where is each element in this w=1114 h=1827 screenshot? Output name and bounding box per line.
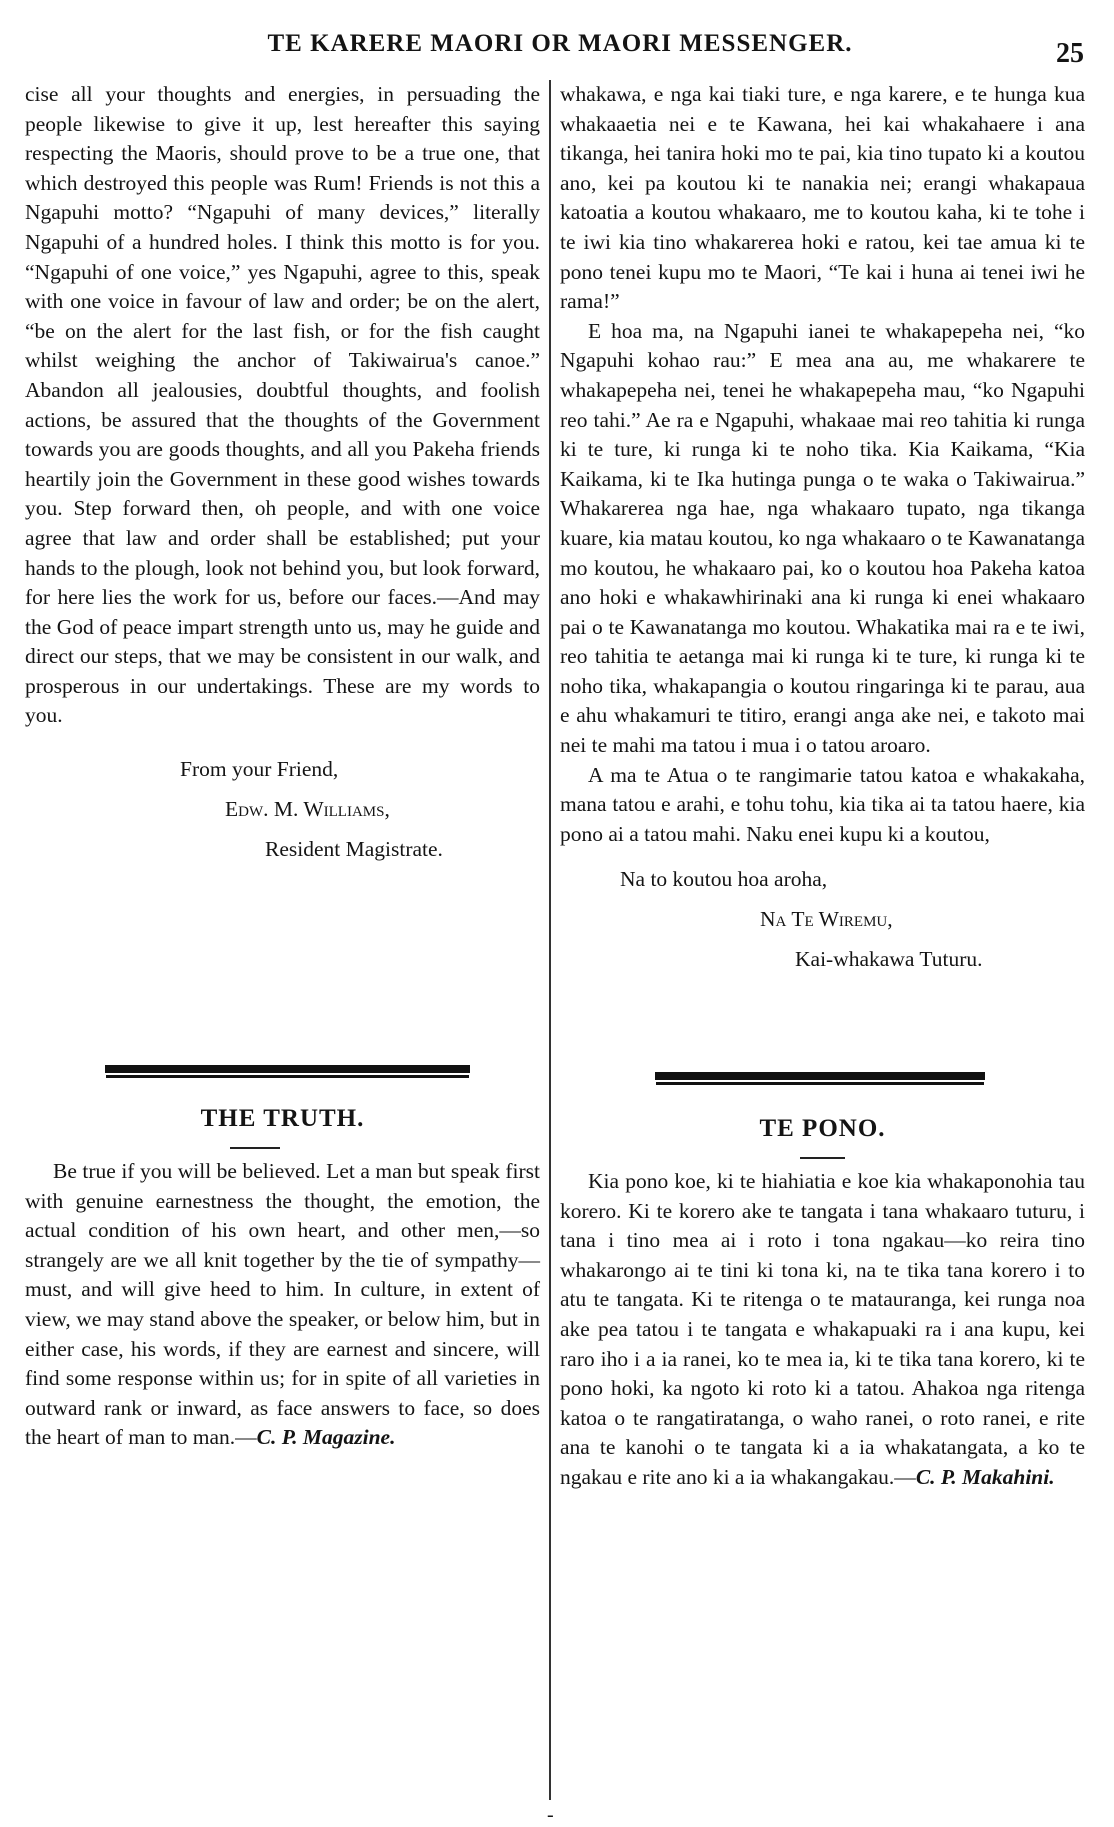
page-header <box>0 30 1114 70</box>
english-letter-body: cise all your thoughts and energies, in persuading the people likewise to give it up, lest hereafter this saying respecting the Maoris, should prove to be a true one, that which destroyed this people was Rum! Friends is not this a Ngapuhi motto? “Ngapuhi of many devices,” literally Ngapuhi of a hundred holes. I think this motto is for you. “Ngapuhi of one voice,” yes Ngapuhi, agree to this, speak with one voice in favour of law and order; be on the alert, “be on the alert for the last fish, or for the fish caught whilst weighing the anchor of Takiwairua's canoe.” Abandon all jealousies, doubtful thoughts, and foolish actions, be assured that the thoughts of the Government towards you are goods thoughts, and all you Pakeha friends heartily join the Government in these good wishes towards you. Step forward then, oh people, and with one voice agree that law and order shall be established; put your hands to the plough, look not behind you, but look forward, for here lies the work for us, before our faces.—And may the God of peace impart strength unto us, may he guide and direct our steps, that we may be consistent in our walk, and prosperous in our undertakings. These are my words to you. <box>25 82 540 728</box>
article-heading-maori: TE PONO. <box>759 1115 886 1142</box>
page-number: 25 <box>1056 38 1084 69</box>
maori-article-body: Kia pono koe, ki te hiahiatia e koe kia whakaponohia tau korero. Ki te korero ake te tangata i tana whakaaro tuturu, i tana i tino mea ai i roto i tona ngakau—ko reira tino whakarongo ai te tini ki tona ki, na te tika tana korero i to atu te tangata. Ki te ritenga o te matauranga, kei runga noa ake pea tatou i te tangata e whakapuaki ra i ana kupu, kei raro iho i a ia ranei, ko te mea ia, ki te tika tana korero, ki te pono hoki, ka ngoto ki roto ki a tatou. Ahakoa nga ritenga katoa o te rangatiratanga, o waho ranei, o roto ranei, e rite ana te kanohi o te tangata ki a ia whakatangata, a ko te ngakau e rite ano ki a ia whakangakau.—C. P. Makahini. <box>560 1169 1085 1489</box>
maori-article <box>560 1167 1085 1493</box>
maori-letter-body-3: A ma te Atua o te rangimarie tatou katoa e whakakaha, mana tatou e arahi, e tohu tohu, kia tika ai ta tatou haere, kia pono ai a tatou mahi. Naku enei kupu ki a koutou, <box>560 762 1085 846</box>
english-column <box>25 80 540 869</box>
english-signatory-title: Resident Magistrate. <box>265 837 443 862</box>
heading-underline-left <box>230 1147 280 1149</box>
section-rule-right <box>655 1072 985 1082</box>
english-article-source: C. P. Magazine. <box>256 1425 396 1450</box>
maori-signatory-title: Kai-whakawa Tuturu. <box>795 947 983 972</box>
column-divider <box>549 80 551 1800</box>
running-title: TE KARERE MAORI OR MAORI MESSENGER. <box>267 30 853 57</box>
footer-mark: - <box>547 1804 554 1826</box>
maori-article-source: C. P. Makahini. <box>915 1464 1055 1489</box>
section-rule-left <box>105 1065 470 1075</box>
maori-signatory: Na Te Wiremu, <box>760 907 893 932</box>
english-closing: From your Friend, <box>180 757 339 782</box>
english-article-body: Be true if you will be believed. Let a man but speak first with genuine earnestness the thought, the emotion, the actual condition of his own heart, and other men,—so strangely are we all knit together by the tie of sympathy—must, and will give heed to him. In culture, in extent of view, we may stand above the speaker, or below him, but in either case, his words, if they are earnest and sincere, will find some response within us; for in spite of all varieties in outward rank or inward, as face answers to face, so does the heart of man to man.—C. P. Magazine. <box>25 1159 540 1450</box>
english-article <box>25 1157 540 1453</box>
maori-closing: Na to koutou hoa aroha, <box>620 867 828 892</box>
english-signatory: Edw. M. Williams, <box>225 797 390 822</box>
maori-column <box>560 80 1085 979</box>
heading-underline-right <box>800 1157 845 1159</box>
maori-letter-body-1: whakawa, e nga kai tiaki ture, e nga karere, e te hunga kua whakaaetia nei e te Kawana, hei kai whakahaere i ana tikanga, hei tanira hoki mo te pai, kia tino tupato ki a koutou ano, kei pa koutou ki te nanakia nei; erangi whakapaua katoatia a koutou whakaaro, me to koutou kaha, ki te tohe i te iwi kia tino whakarerea hoki e ratou, kei tae amua ki te pono tenei kupu mo te Maori, “Te kai i huna ai tenei iwi he rama!” <box>560 82 1085 314</box>
maori-letter-body-2: E hoa ma, na Ngapuhi ianei te whakapepeha nei, “ko Ngapuhi kohao rau:” E mea ana au, me whakarere te whakapepeha nei, tenei he whakapepeha mau, “ko Ngapuhi reo tahi.” Ae ra e Ngapuhi, whakaae mai reo tahitia ki runga ki te ture, ki runga ki te noho tika. Kia Kaikama, “Kia Kaikama, ki te Ika hutinga punga o te waka o Takiwairua.” Whakarerea nga hae, nga whakaaro tupato, nga tikanga kuare, kia matau koutou, ko nga whakaaro o te Kawanatanga mo koutou, he whakaaro pai, ko o koutou hoa Pakeha katoa ano hoki e whakawhirinaki ana ki runga ki enei whakaaro pai o te Kawanatanga mo koutou. Whakatika mai ra e te iwi, reo tahitia te aetanga mai ki runga ki te ture, ki runga ki te noho tika, whakapangia o koutou ringaringa ki te parau, aua e ahu whakamuri te titiro, erangi anga ake nei, e takoto mai nei te mahi ma tatou i mua i o tatou aroaro. <box>560 318 1085 758</box>
article-heading-english: THE TRUTH. <box>200 1105 365 1132</box>
